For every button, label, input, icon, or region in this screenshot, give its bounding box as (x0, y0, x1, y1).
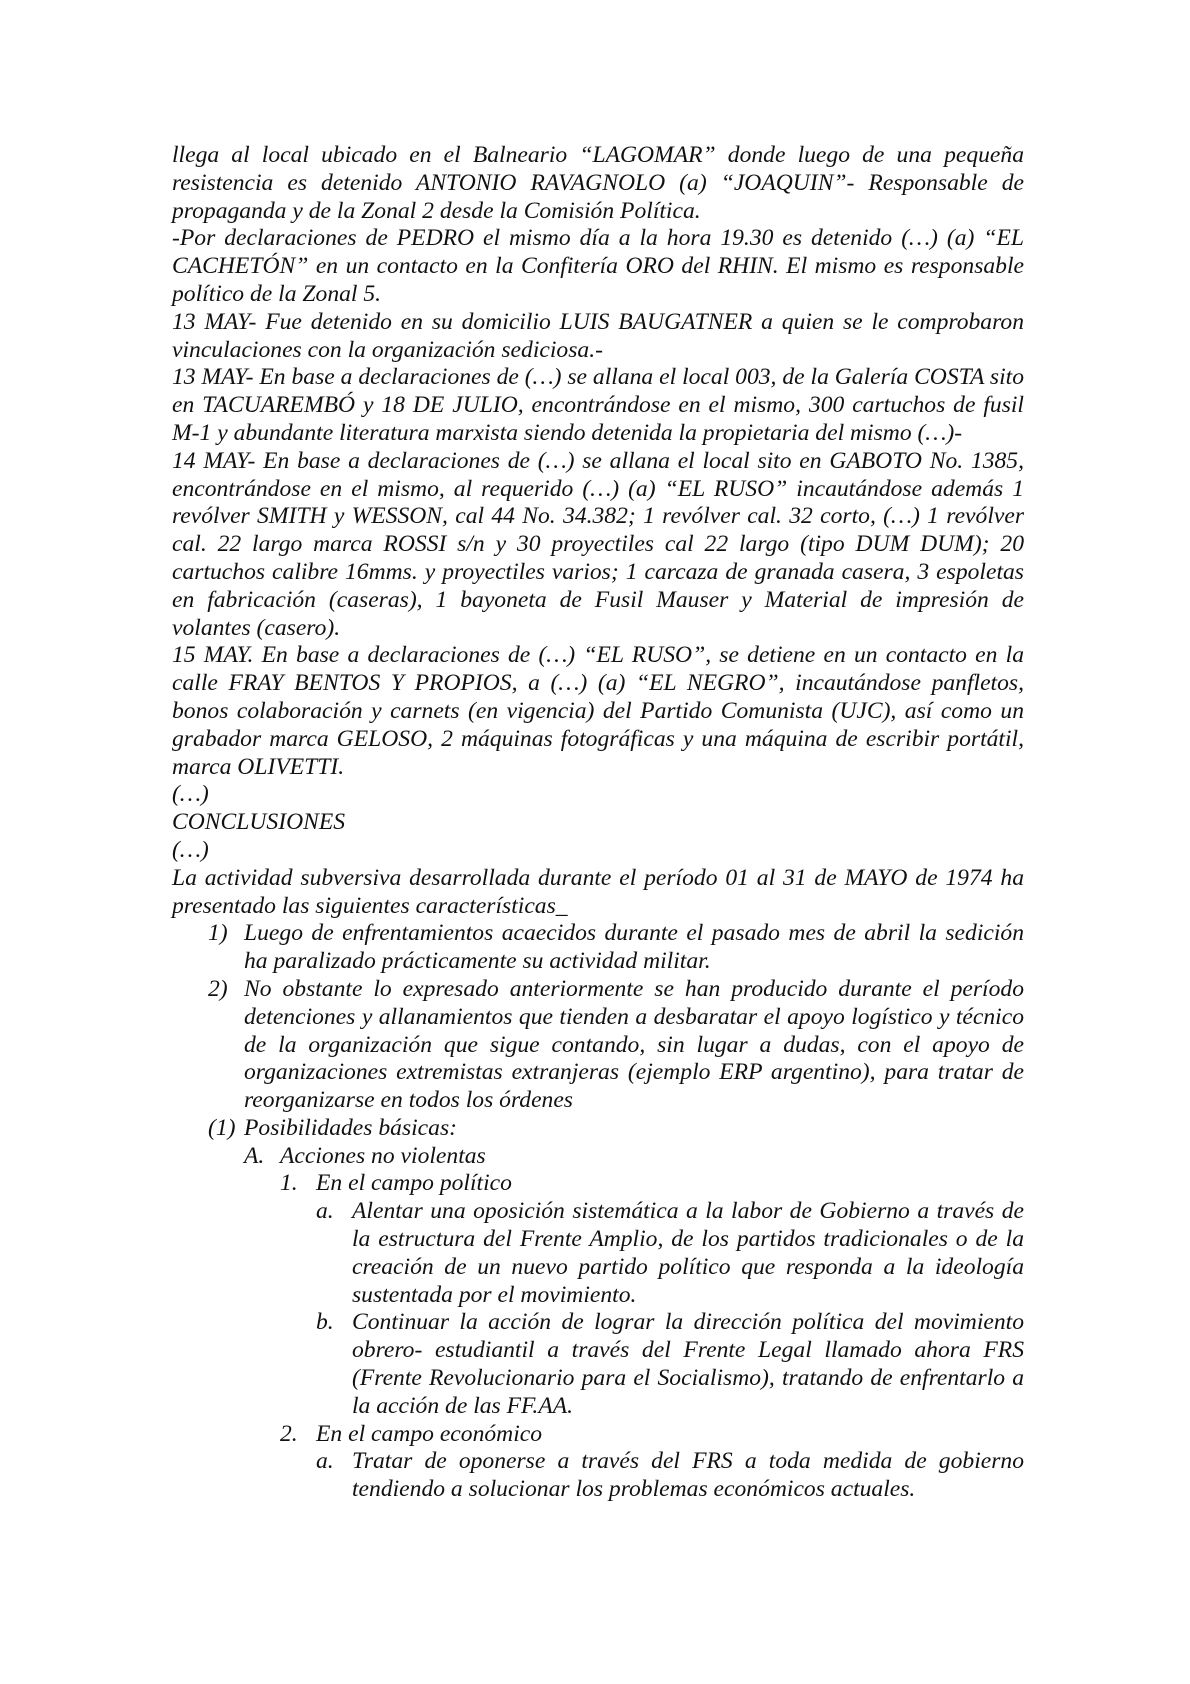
section-item (172, 1115, 1024, 1143)
list-item-text: Acciones no violentas (280, 1142, 486, 1169)
list-marker: a. (316, 1198, 334, 1225)
list-item-text: En el campo político (316, 1170, 512, 1197)
paragraph: 13 MAY- Fue detenido en su domicilio LUIS BAUGATNER a quien se le comprobaron vinculaciones con la organización sediciosa.- (172, 308, 1024, 363)
list-item (172, 920, 1024, 976)
list-marker: 2) (208, 975, 228, 1002)
ellipsis: (…) (172, 781, 209, 808)
sub-list-item (172, 1448, 1024, 1504)
intro-paragraph: La actividad subversiva desarrollada durante el período 01 al 31 de MAYO de 1974 ha presentado las siguientes características_ (172, 864, 1024, 919)
list-marker: a. (316, 1448, 334, 1475)
field-item (172, 1421, 1024, 1449)
field-item (172, 1170, 1024, 1198)
list-item-text: Continuar la acción de lograr la dirección política del movimiento obrero- estudiantil a través del Frente Legal llamado ahora FRS (Frente Revolucionario para el Socialismo), tratando de enfrentarlo a la acción de las FF.AA. (352, 1309, 1024, 1419)
paragraph: 14 MAY- En base a declaraciones de (…) se allana el local sito en GABOTO No. 1385, encontrándose en el mismo, al requerido (…) (a) “EL RUSO” incautándose además 1 revólver SMITH y WESSON, cal 44 No. 34.382; 1 revólver cal. 32 corto, (…) 1 revólver cal. 22 largo marca ROSSI s/n y 30 proyectiles cal 22 largo (tipo DUM DUM); 20 cartuchos calibre 16mms. y proyectiles varios; 1 carcaza de granada casera, 3 espoletas en fabricación (caseras), 1 bayoneta de Fusil Mauser y Material de impresión de volantes (casero). (172, 447, 1024, 641)
list-marker: 1. (280, 1170, 298, 1197)
subsection-item (172, 1143, 1024, 1171)
list-marker: A. (244, 1142, 265, 1169)
list-item-text: Alentar una oposición sistemática a la labor de Gobierno a través de la estructura del Frente Amplio, de los partidos tradicionales o de la creación de un nuevo partido político que responda a la ideología sustentada por el movimiento. (352, 1198, 1024, 1308)
list-item-text: Tratar de oponerse a través del FRS a toda medida de gobierno tendiendo a solucionar los problemas económicos actuales. (352, 1448, 1024, 1503)
paragraph: -Por declaraciones de PEDRO el mismo día a la hora 19.30 es detenido (…) (a) “EL CACHETÓN” en un contacto en la Confitería ORO del RHIN. El mismo es responsable político de la Zonal 5. (172, 225, 1024, 307)
list-marker: (1) (208, 1114, 236, 1141)
list-item-text: Luego de enfrentamientos acaecidos durante el pasado mes de abril la sedición ha paralizado prácticamente su actividad militar. (244, 920, 1024, 975)
list-item (172, 976, 1024, 1115)
section-heading: CONCLUSIONES (172, 809, 346, 836)
paragraph: 13 MAY- En base a declaraciones de (…) se allana el local 003, de la Galería COSTA sito en TACUAREMBÓ y 18 DE JULIO, encontrándose en el mismo, 300 cartuchos de fusil M-1 y abundante literatura marxista siendo detenida la propietaria del mismo (…)- (172, 364, 1024, 446)
ellipsis: (…) (172, 836, 209, 863)
list-marker: 1) (208, 920, 228, 947)
sub-list-item (172, 1198, 1024, 1309)
sub-list-item (172, 1309, 1024, 1420)
list-marker: b. (316, 1309, 334, 1336)
list-marker: 2. (280, 1420, 298, 1447)
document-page (172, 142, 1024, 1504)
paragraph: 15 MAY. En base a declaraciones de (…) “EL RUSO”, se detiene en un contacto en la calle FRAY BENTOS Y PROPIOS, a (…) (a) “EL NEGRO”, incautándose panfletos, bonos colaboración y carnets (en vigencia) del Partido Comunista (UJC), así como un grabador marca GELOSO, 2 máquinas fotográficas y una máquina de escribir portátil, marca OLIVETTI. (172, 642, 1024, 780)
list-item-text: En el campo económico (316, 1420, 543, 1447)
list-item-text: Posibilidades básicas: (244, 1114, 457, 1141)
list-item-text: No obstante lo expresado anteriormente se han producido durante el período detenciones y allanamientos que tienden a desbaratar el apoyo logístico y técnico de la organización que sigue contando, sin lugar a dudas, con el apoyo de organizaciones extremistas extranjeras (ejemplo ERP argentino), para tratar de reorganizarse en todos los órdenes (244, 975, 1024, 1114)
paragraph: llega al local ubicado en el Balneario “LAGOMAR” donde luego de una pequeña resistencia es detenido ANTONIO RAVAGNOLO (a) “JOAQUIN”- Responsable de propaganda y de la Zonal 2 desde la Comisión Política. (172, 142, 1024, 224)
